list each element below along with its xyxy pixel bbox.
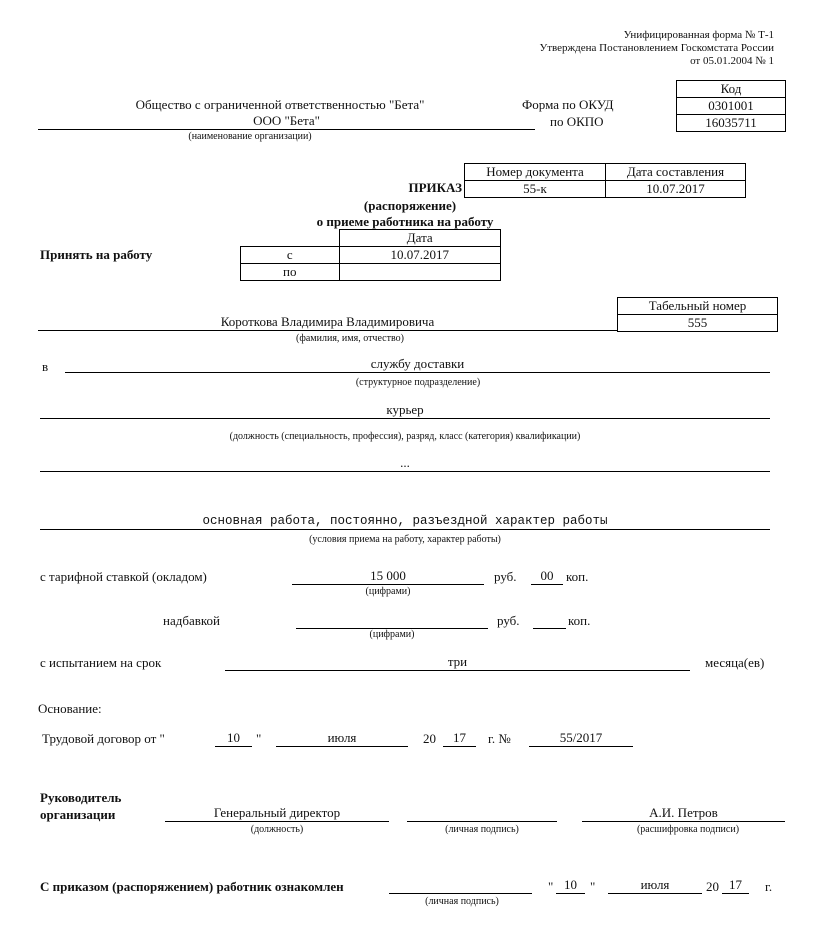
position: курьер [40,402,770,419]
ack-month: июля [608,877,702,894]
probation-label: с испытанием на срок [40,655,162,670]
hire-to-date [339,264,501,281]
head-label-1: Руководитель [40,790,122,805]
probation-unit: месяца(ев) [705,655,765,670]
hire-to-label: по [241,264,340,281]
approved-text: Утверждена Постановлением Госкомстата России [539,42,774,54]
hire-date-table [240,229,501,281]
head-name-caption: (расшифровка подписи) [636,824,740,835]
hire-label: Принять на работу [40,247,153,262]
rate-kop: коп. [566,569,589,584]
codes-table [676,80,786,132]
ack-year-prefix: 20 [706,879,719,894]
org-caption: (наименование организации) [188,131,312,142]
contract-day: 10 [215,730,252,747]
probation-value: три [225,654,690,671]
org-short-name: ООО "Бета" [38,113,535,130]
ack-signature-caption: (личная подпись) [425,896,499,907]
contract-label: Трудовой договор от " [42,731,165,746]
head-position-caption: (должность) [250,824,304,835]
codes-header: Код [677,81,786,98]
okud-code: 0301001 [677,98,786,115]
rate-caption: (цифрами) [365,586,411,597]
contract-year: 17 [443,730,476,747]
conditions: основная работа, постоянно, разъездной характер работы [40,513,770,530]
hire-from-label: с [241,247,340,264]
okud-label: Форма по ОКУД [522,97,614,112]
bonus-caption: (цифрами) [369,629,415,640]
okpo-label: по ОКПО [550,114,604,129]
doc-title: ПРИКАЗ [408,180,462,195]
doc-date-header: Дата составления [606,164,746,181]
employee-name: Короткова Владимира Владимировича [38,314,617,331]
rate-rub: руб. [494,569,517,584]
tab-number: 555 [618,315,778,332]
form-name: Унифицированная форма № Т-1 [623,29,774,41]
okpo-code: 16035711 [677,115,786,132]
doc-subtitle: (распоряжение) [363,198,457,213]
hire-date-header: Дата [339,230,501,247]
basis-label: Основание: [38,701,102,716]
head-position: Генеральный директор [165,805,389,822]
contract-month: июля [276,730,408,747]
ack-year-suffix: г. [765,879,773,894]
hire-from-date: 10.07.2017 [339,247,501,264]
contract-number: 55/2017 [529,730,633,747]
head-signature-caption: (личная подпись) [445,824,519,835]
approved-date: от 05.01.2004 № 1 [690,55,774,67]
employee-name-caption: (фамилия, имя, отчество) [296,333,404,344]
ack-quote-open: " [548,879,554,894]
extra-field: ... [40,455,770,472]
in-label: в [42,359,49,374]
position-caption: (должность (специальность, профессия), разряд, класс (категория) квалификации) [229,431,581,442]
bonus-kop-value [533,612,566,629]
contract-year-prefix: 20 [423,731,436,746]
department: службу доставки [65,356,770,373]
head-label-2: организации [40,807,116,822]
contract-num-label: г. № [488,731,511,746]
rate-label: с тарифной ставкой (окладом) [40,569,207,584]
bonus-rub: руб. [497,613,520,628]
ack-label: С приказом (распоряжением) работник ознакомлен [40,879,344,894]
org-full-name: Общество с ограниченной ответственностью "Бета" [135,97,425,112]
ack-signature-line [389,877,532,894]
conditions-caption: (условия приема на работу, характер работы) [309,534,501,545]
tab-number-table [617,297,778,332]
bonus-value [296,612,488,629]
doc-number-header: Номер документа [465,164,606,181]
bonus-kop: коп. [568,613,591,628]
contract-quote: " [256,731,262,746]
head-name: А.И. Петров [582,805,785,822]
ack-year: 17 [722,877,749,894]
bonus-label: надбавкой [163,613,220,628]
ack-day: 10 [556,877,585,894]
rate-kop-value: 00 [531,568,563,585]
tab-number-header: Табельный номер [618,298,778,315]
form-header [539,29,774,68]
head-signature-line [407,805,557,822]
rate-value: 15 000 [292,568,484,585]
doc-number: 55-к [465,181,606,198]
ack-quote-close: " [590,879,596,894]
doc-date: 10.07.2017 [606,181,746,198]
doc-table [464,163,746,198]
department-caption: (структурное подразделение) [355,377,481,388]
doc-subject: о приеме работника на работу [316,214,494,229]
